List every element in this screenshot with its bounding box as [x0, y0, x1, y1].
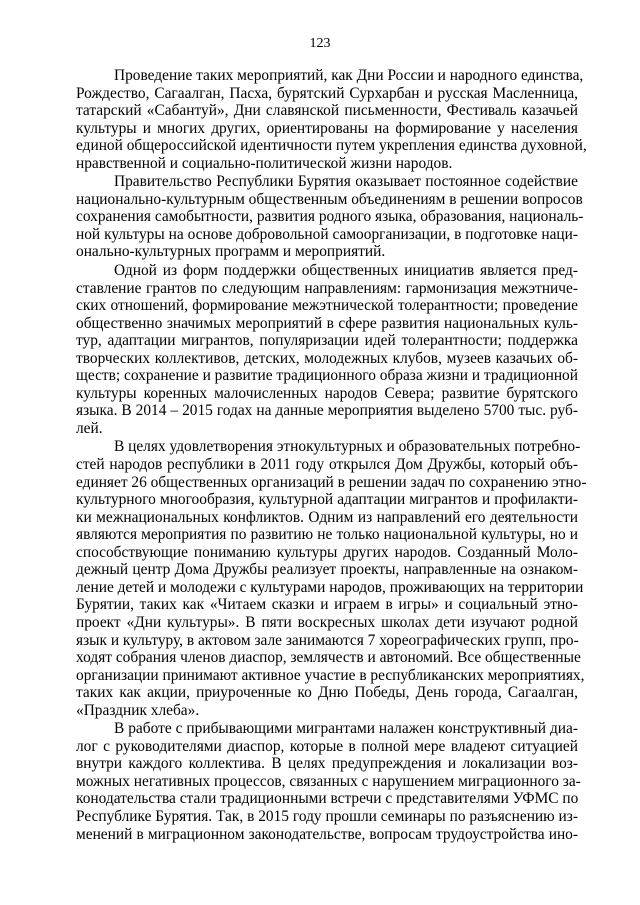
text-line: внутри каждого коллектива. В целях предупреждения и локализации воз-: [76, 755, 578, 773]
text-line: Бурятии, таких как «Читаем сказки и играем в игры» и социальный этно-: [76, 596, 578, 614]
text-line: менений в миграционном законодательстве, вопросам трудоустройства ино-: [76, 825, 578, 843]
text-line: лог с руководителями диаспор, которые в полной мере владеют ситуацией: [76, 737, 578, 755]
text-line: ление детей и молодежи с культурами народов, проживающих на территории: [76, 578, 584, 596]
text-line: Республике Бурятия. Так, в 2015 году прошли семинары по разъяснению из-: [76, 807, 578, 825]
paragraph: [76, 262, 578, 437]
text-line: язык и культуру, в актовом зале занимаются 7 хореографических групп, про-: [76, 631, 579, 649]
text-line: В целях удовлетворения этнокультурных и образовательных потребно-: [114, 438, 581, 456]
text-line: единой общероссийской идентичности путем укрепления единства духовной,: [76, 137, 587, 155]
text-line: являются мероприятия по развитию не только национальной культуры, но и: [76, 526, 578, 544]
text-line: ходят собрания членов диаспор, землячеств и автономий. Все общественные: [76, 649, 581, 667]
text-line: таких как акции, приуроченные ко Дню Победы, День города, Сагаалган,: [76, 684, 578, 702]
text-line: сохранения самобытности, развития родного языка, образования, националь-: [76, 208, 584, 226]
text-line: ских отношений, формирование межэтнической толерантности; проведение: [76, 297, 578, 315]
text-line: ставление грантов по следующим направлениям: гармонизация межэтниче-: [76, 279, 578, 297]
text-line: конодательства стали традиционными встречи с представителями УФМС по: [76, 790, 579, 808]
body-text: [76, 67, 587, 844]
paragraph: [76, 438, 587, 719]
text-line: культуры и многих других, ориентированы на формирование у населения: [76, 119, 578, 137]
text-line: национально-культурным общественным объединениям в решении вопросов: [76, 190, 583, 208]
text-line: стей народов республики в 2011 году открылся Дом Дружбы, который объ-: [76, 456, 578, 474]
text-line: Рождество, Сагаалган, Пасха, бурятский Сурхарбан и русская Масленница,: [76, 84, 578, 102]
text-line: ществ; сохранение и развитие традиционного образа жизни и традиционной: [76, 367, 578, 385]
text-line: языка. В 2014 – 2015 годах на данные мероприятия выделено 5700 тыс. руб-: [76, 402, 578, 420]
text-line: татарский «Сабантуй», Дни славянской письменности, Фестиваль казачьей: [76, 102, 578, 120]
page-number: 123: [309, 36, 331, 51]
text-line: ной культуры на основе добровольной самоорганизации, в подготовке наци-: [76, 225, 578, 243]
text-line: В работе с прибывающими мигрантами налажен конструктивный диа-: [114, 720, 578, 738]
text-line: можных негативных процессов, связанных с нарушением миграционного за-: [76, 772, 581, 790]
text-line: способствующие пониманию культуры других народов. Созданный Моло-: [76, 543, 578, 561]
text-line: единяет 26 общественных организаций в решении задач по сохранению этно-: [76, 473, 587, 491]
text-line: культуры коренных малочисленных народов Севера; развитие бурятского: [76, 384, 578, 402]
text-line: онально-культурных программ и мероприятий.: [76, 243, 386, 261]
text-line: организации принимают активное участие в республиканских мероприятиях,: [76, 666, 585, 684]
text-line: Проведение таких мероприятий, как Дни России и народного единства,: [114, 67, 584, 84]
text-line: Правительство Республики Бурятия оказывает постоянное содействие: [114, 173, 578, 191]
paragraph: [76, 720, 581, 843]
text-line: культурного многообразия, культурной адаптации мигрантов и профилакти-: [76, 491, 578, 509]
text-line: творческих коллективов, детских, молодежных клубов, музеев казачьих об-: [76, 349, 578, 367]
paragraph: [76, 67, 587, 172]
text-line: тур, адаптации мигрантов, популяризации идей толерантности; поддержка: [76, 332, 578, 350]
text-line: «Праздник хлеба».: [76, 701, 200, 719]
text-line: дежный центр Дома Дружбы реализует проекты, направленные на ознаком-: [76, 561, 578, 579]
text-line: ки межнациональных конфликтов. Одним из направлений его деятельности: [76, 508, 578, 526]
text-line: проект «Дни культуры». В пяти воскресных школах дети изучают родной: [76, 613, 578, 631]
text-line: лей.: [76, 419, 103, 437]
paragraph: [76, 173, 584, 261]
text-line: нравственной и социально-политической жизни народов.: [76, 154, 453, 172]
text-line: общественно значимых мероприятий в сфере развития национальных куль-: [76, 314, 578, 332]
text-line: Одной из форм поддержки общественных инициатив является пред-: [114, 262, 578, 280]
